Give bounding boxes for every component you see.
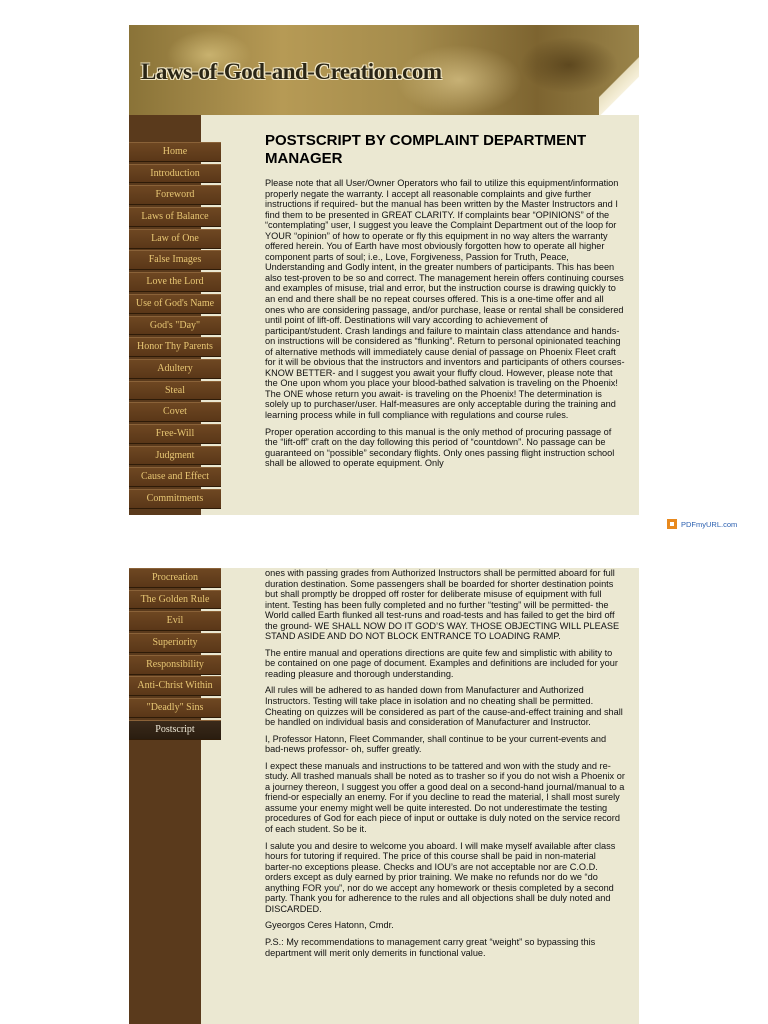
article-postscript: P.S.: My recommendations to management carry great “weight” so bypassing this department will merit only demerits in functional value. — [265, 936, 596, 958]
content-area-page-2 — [265, 568, 635, 1024]
article-title: POSTSCRIPT BY COMPLAINT DEPARTMENT MANAGER — [265, 132, 587, 167]
pdfmyurl-watermark[interactable] — [667, 519, 737, 529]
nav-item-use-of-gods-name[interactable]: Use of God's Name — [129, 294, 221, 314]
nav-item-love-the-lord[interactable]: Love the Lord — [129, 272, 221, 292]
nav-item-adultery[interactable]: Adultery — [129, 359, 221, 379]
article-body-continued — [265, 568, 625, 958]
nav-item-foreword[interactable]: Foreword — [129, 185, 221, 205]
pdf-page-1 — [129, 25, 639, 515]
article-paragraph: ones with passing grades from Authorized Instructors shall be permitted aboard for full duration destination. Some passengers shall be boarded for shorter destination points but shall promptly be dropped off roster for deliberate misuse of equipment with full intent. Testing has been fully completed and no further “testing” will be permitted- the World called Earth flunked all test-runs and road-tests and has failed to get the bird off the ground- WE SHALL NOW DO IT GOD’S WAY. THOSE OBJECTING WILL PLEASE STAND ASIDE AND DO NOT BLOCK ENTRANCE TO LOADING RAMP. — [265, 568, 620, 642]
nav-item-cause-and-effect[interactable]: Cause and Effect — [129, 467, 221, 487]
article-paragraph: I expect these manuals and instructions to be tattered and won with the study and re-study. All trashed manuals shall be noted as to trasher so if you do not wish a Phoenix or a journey thereon, I suggest you offer a good deal on a second-hand journal/manual to a friend-or especially an enemy. For if you decline to read the material, I shall most surely assume your enemy might well be quite interested. Do not underestimate the testing procedures of God for each piece of input or outtake is duly noted on the service record of each student. So be it. — [265, 760, 625, 835]
pdf-page-2 — [129, 568, 639, 1024]
nav-item-laws-of-balance[interactable]: Laws of Balance — [129, 207, 221, 227]
article-body — [265, 132, 625, 469]
site-banner[interactable] — [129, 25, 639, 115]
nav-item-deadly-sins[interactable]: "Deadly" Sins — [129, 698, 221, 718]
banner-title: Laws-of-God-and-Creation.com — [141, 59, 442, 84]
nav-menu — [129, 142, 221, 511]
nav-item-covet[interactable]: Covet — [129, 402, 221, 422]
nav-item-golden-rule[interactable]: The Golden Rule — [129, 590, 221, 610]
article-paragraph: All rules will be adhered to as handed down from Manufacturer and Authorized Instructors. Testing will take place in isolation and no cheating shall be permitted. Cheating on quizzes will be considered as part of the cause-and-effect training and shall be handled on individual basis and consideration of Manufacturer and Instructor. — [265, 685, 623, 728]
nav-item-law-of-one[interactable]: Law of One — [129, 229, 221, 249]
nav-item-postscript[interactable]: Postscript — [129, 720, 221, 740]
article-paragraph: I, Professor Hatonn, Fleet Commander, shall continue to be your current-events and bad-news professor- oh, suffer greatly. — [265, 733, 607, 755]
nav-menu-continued — [129, 568, 221, 742]
nav-item-honor-thy-parents[interactable]: Honor Thy Parents — [129, 337, 221, 357]
article-signature: Gyeorgos Ceres Hatonn, Cmdr. — [265, 920, 394, 931]
article-paragraph: The entire manual and operations directions are quite few and simplistic with ability to be contained on one page of document. Examples and definitions are included for your reading pleasure and thorough understanding. — [265, 647, 618, 679]
pdf-logo-icon — [667, 519, 677, 529]
nav-item-commitments[interactable]: Commitments — [129, 489, 221, 509]
article-paragraph: Proper operation according to this manual is the only method of procuring passage of the “lift-off” craft on the day following this period of “countdown”. No passage can be guaranteed on “possible” secondary flights. Only ones passing flight instruction school shall be allowed to operate equipment. Only — [265, 426, 615, 469]
nav-item-procreation[interactable]: Procreation — [129, 568, 221, 588]
watermark-label: PDFmyURL.com — [681, 519, 738, 529]
nav-item-evil[interactable]: Evil — [129, 611, 221, 631]
nav-item-judgment[interactable]: Judgment — [129, 446, 221, 466]
content-area-page-1 — [265, 132, 635, 515]
nav-item-false-images[interactable]: False Images — [129, 250, 221, 270]
nav-item-home[interactable]: Home — [129, 142, 221, 162]
nav-item-superiority[interactable]: Superiority — [129, 633, 221, 653]
nav-item-responsibility[interactable]: Responsibility — [129, 655, 221, 675]
nav-item-steal[interactable]: Steal — [129, 381, 221, 401]
nav-item-anti-christ-within[interactable]: Anti-Christ Within — [129, 676, 221, 696]
article-paragraph: I salute you and desire to welcome you aboard. I will make myself available after class hours for tutoring if required. The price of this course shall be paid in non-material barter-no exceptions please. Checks and IOU’s are not acceptable nor are C.O.D. orders except as duly earned by prior training. We make no refunds nor do we “do anything FOR you”, nor do we accept any homework or thesis completed by a second party. Thank you for adherence to the rules and all objections shall be duly noted and DISCARDED. — [265, 840, 616, 914]
article-paragraph: Please note that all User/Owner Operators who fail to utilize this equipment/information properly negate the warranty. I accept all reasonable complaints and give further instructions if required- but the manual has been written by the Master Instructors and I find them to be presented in GREAT CLARITY. If complaints bear “OPINIONS” of the “contemplating” user, I suggest you leave the Complaint Department out of the loop for YOUR “opinion” of how to operate or fly this equipment in no way alters the warranty offered herein. You of Earth have most obviously forgotten how to operate all higher component parts of soul; i.e., Love, Forgiveness, Passion for Truth, Peace, Understanding and Godly intent, in the greater numbers of participants. This has been also test-proven to be so and correct. The management herein offers continuing courses and examples of misuse, trial and error, but the instruction course is drawing quickly to an end and there shall be no repeat courses offered. This is a one-time offer and all ones who are considering passage, and/or purchase, lease or rental shall be considered until point of lift-off. Destinations will vary according to achievement of participant/student. Crash landings and failure to maintain class attendance and hands-on instructions will be considered as “flunking”. Return to personal opinionated teaching of alternative methods will immediately cause denial of passage on Phoenix Fleet craft for it will be obvious that the instructors and inventors and participants of others courses- KNOW BETTER- and I suggest you await your fluffy cloud. However, please note that the One upon whom you place your blood-bathed salvation is traveling on the Phoenix! The ONE whose return you await- is traveling on the Phoenix! The determination is solely up to purchaser/user. Half-measures are only acceptable during the training and learning process while in full compliance with regulations and course rules. — [265, 178, 625, 421]
nav-item-introduction[interactable]: Introduction — [129, 164, 221, 184]
nav-item-gods-day[interactable]: God's "Day" — [129, 316, 221, 336]
nav-item-free-will[interactable]: Free-Will — [129, 424, 221, 444]
